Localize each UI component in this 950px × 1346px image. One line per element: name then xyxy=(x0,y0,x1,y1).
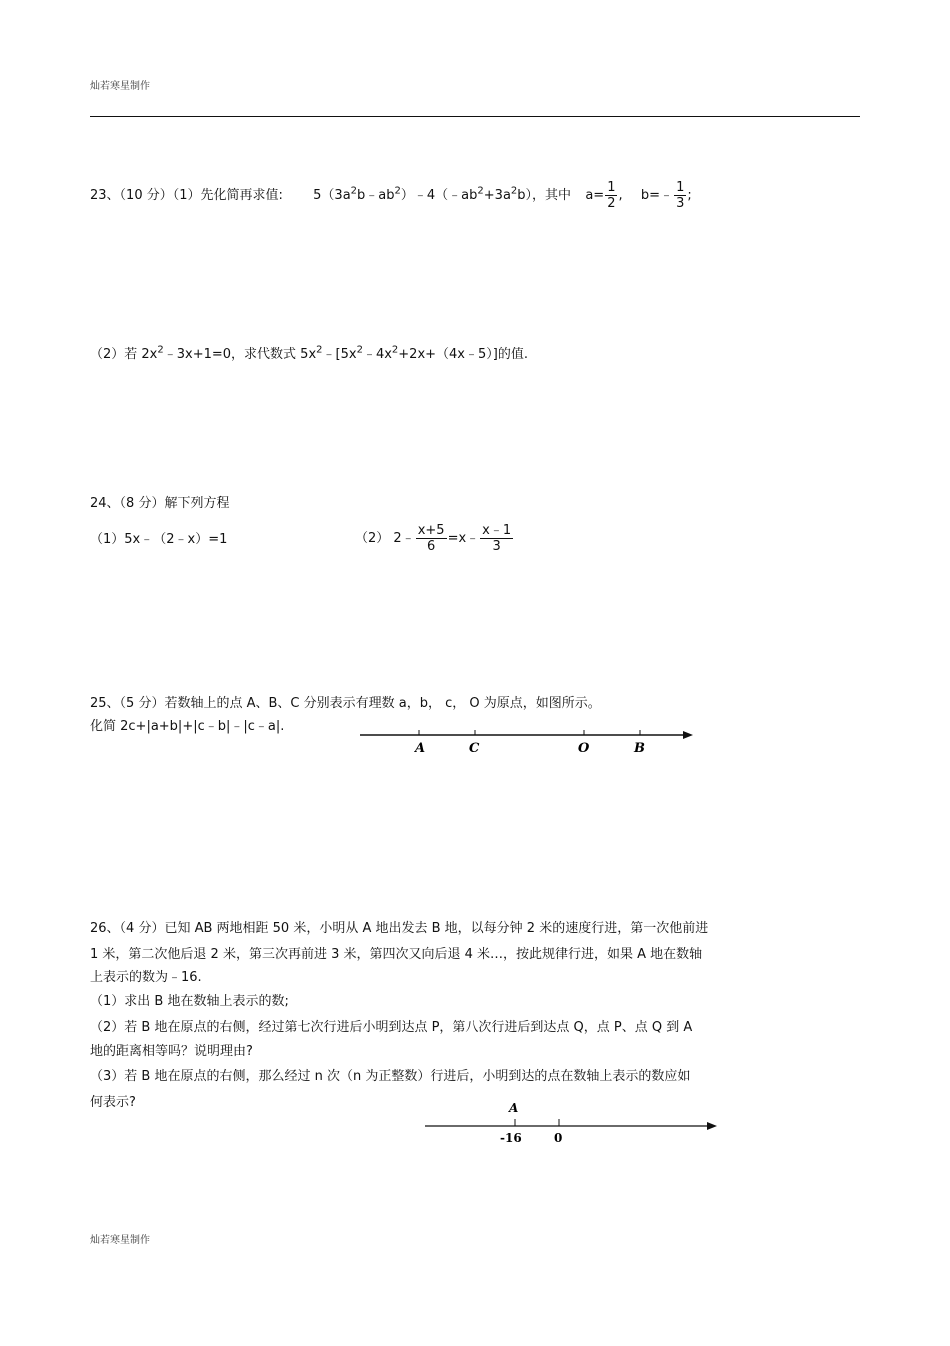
label-o: O xyxy=(578,741,590,756)
q23-part1 xyxy=(90,180,692,211)
semicolon: ; xyxy=(687,188,692,203)
comma: , xyxy=(618,188,623,203)
q23-label: 23、（10 分）（1）先化简再求值: xyxy=(90,188,283,203)
b-equals: b=﹣ xyxy=(640,188,674,203)
q26-line7: （3）若 B 地在原点的右侧，那么经过 n 次（n 为正整数）行进后，小明到达的点在数轴上表示的数应如 xyxy=(90,1069,691,1084)
q25-line1: 25、（5 分）若数轴上的点 A、B、C 分别表示有理数 a，b， c， O 为原点，如图所示。 xyxy=(90,696,601,711)
q23-expr-a: 5（3a xyxy=(313,188,351,203)
q26-line5: （2）若 B 地在原点的右侧，经过第七次行进后小明到达点 P，第八次行进后到达点 Q，点 P、点 Q 到 A xyxy=(90,1020,693,1035)
exponent: 2 xyxy=(356,344,363,356)
q26-line4: （1）求出 B 地在数轴上表示的数; xyxy=(90,994,289,1009)
q23-expr-c: ）﹣4（﹣ab xyxy=(400,188,478,203)
q26-line8: 何表示? xyxy=(90,1095,136,1110)
q26-line2: 1 米，第二次他后退 2 米，第三次再前进 3 米，第四次又向后退 4 米…，按此规律行进，如果 A 地在数轴 xyxy=(90,947,703,962)
number-line-q25 xyxy=(355,722,700,760)
label-a: A xyxy=(415,741,426,756)
q23-expr-b: b﹣ab xyxy=(357,188,395,203)
header-rule xyxy=(90,116,860,117)
exponent: 2 xyxy=(394,185,401,197)
fraction-2: $\frac{x﹣1}{3}$ xyxy=(482,523,512,554)
page-header: 灿若寒星制作 xyxy=(90,81,150,92)
exponent: 2 xyxy=(350,185,358,197)
label-c: C xyxy=(469,741,480,756)
label-zero: 0 xyxy=(554,1131,563,1145)
q24-eq1: （1）5x﹣（2﹣x）=1 xyxy=(90,532,228,547)
q23-p2-d: ﹣4x xyxy=(362,347,392,362)
q23-p2-b: ﹣3x+1=0，求代数式 5x xyxy=(163,347,317,362)
eq2-pre: 2﹣ xyxy=(393,531,415,546)
q23-p2-e: +2x+（4x﹣5）]的值. xyxy=(398,347,528,362)
exponent: 2 xyxy=(510,185,518,197)
q26-line3: 上表示的数为﹣16. xyxy=(90,970,202,985)
axis-arrow xyxy=(707,1122,717,1130)
q23-p2-c: ﹣[5x xyxy=(322,347,357,362)
fraction-1: $\frac{x+5}{6}$ xyxy=(417,523,445,554)
exponent: 2 xyxy=(316,344,323,356)
label-minus16: -16 xyxy=(500,1131,522,1145)
q25-line2: 化简 2c+|a+b|+|c﹣b|﹣|c﹣a|. xyxy=(90,719,285,734)
exponent: 2 xyxy=(157,344,164,356)
eq2-label: （2） xyxy=(355,531,390,546)
q23-expr-e: b），其中 xyxy=(517,188,572,203)
page-footer: 灿若寒星制作 xyxy=(90,1235,150,1246)
a-equals: a= xyxy=(585,188,605,203)
q26-line6: 地的距离相等吗？说明理由? xyxy=(90,1044,253,1059)
label-point-a: A xyxy=(509,1101,519,1115)
q23-expr-d: +3a xyxy=(483,188,511,203)
q24-title: 24、（8 分）解下列方程 xyxy=(90,496,230,511)
q23-p2-a: （2）若 2x xyxy=(90,347,158,362)
q24-eq2 xyxy=(355,522,514,556)
axis-arrow xyxy=(683,731,693,739)
exponent: 2 xyxy=(477,185,484,197)
q23-part2 xyxy=(90,346,528,364)
label-b: B xyxy=(634,741,645,756)
number-line-q26 xyxy=(420,1098,725,1148)
eq2-mid: =x﹣ xyxy=(447,531,480,546)
exponent: 2 xyxy=(391,344,399,356)
fraction-a: $\frac{1}{2}$ xyxy=(607,180,616,211)
fraction-b: $\frac{1}{3}$ xyxy=(676,180,685,211)
q26-line1: 26、（4 分）已知 AB 两地相距 50 米，小明从 A 地出发去 B 地，以每分钟 2 米的速度行进，第一次他前进 xyxy=(90,921,709,936)
